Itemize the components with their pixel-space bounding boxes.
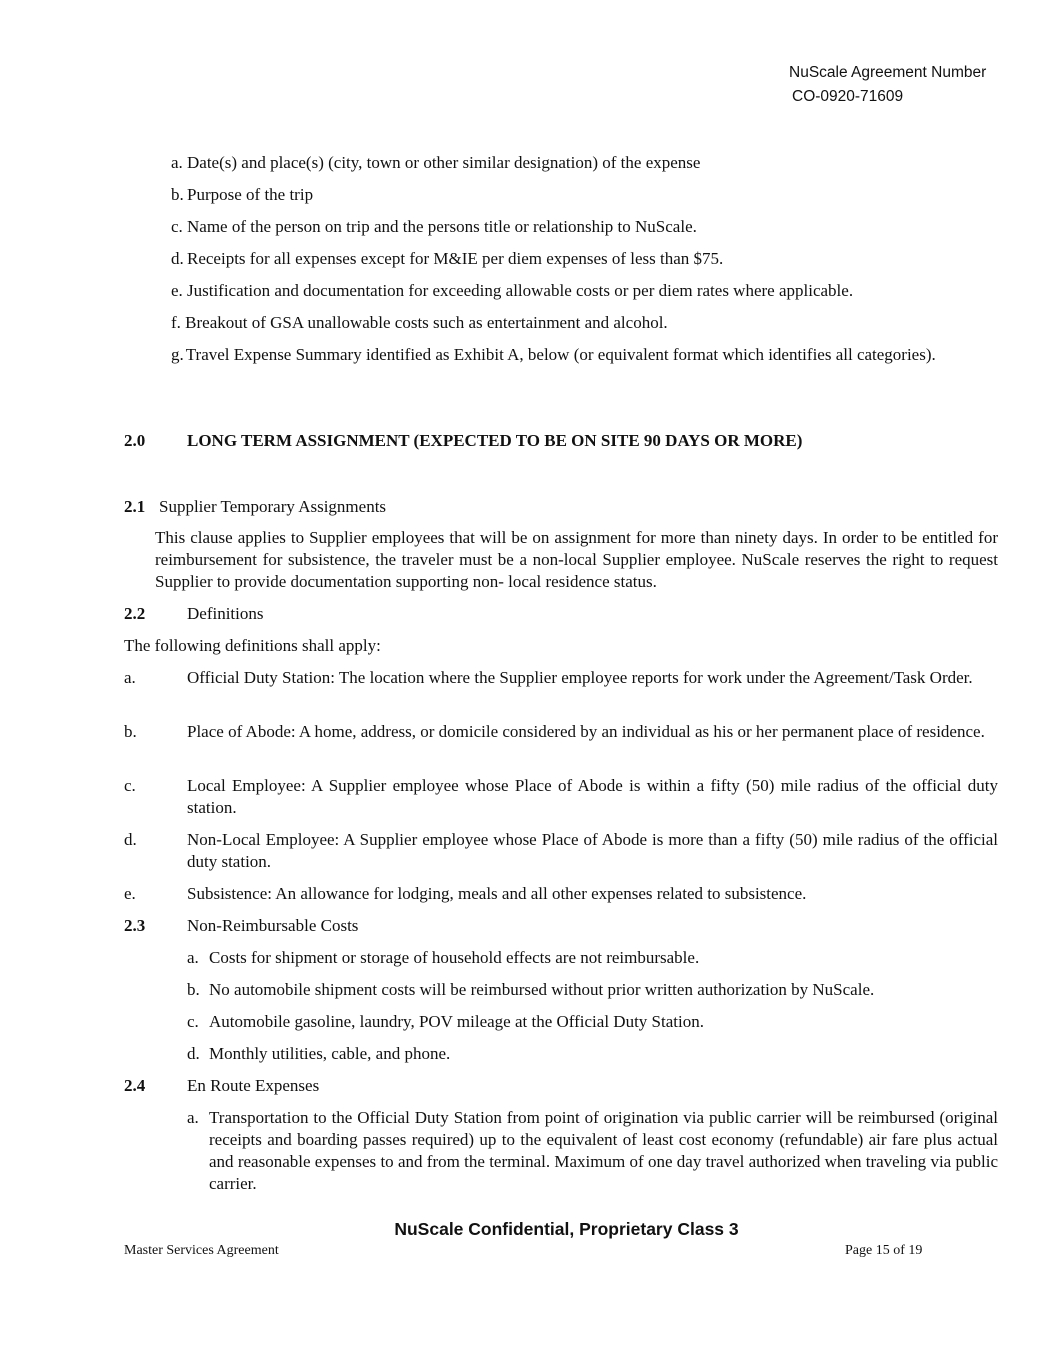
list-item [171, 280, 998, 302]
item-label: d. [124, 830, 137, 849]
list-item [171, 152, 998, 174]
item-text: Official Duty Station: The location where the Supplier employee reports for work under the Agreement/Task Order. [187, 668, 973, 687]
item-text: No automobile shipment costs will be reimbursed without prior written authorization by NuScale. [209, 980, 875, 999]
list-item [171, 184, 998, 206]
item-label: e. [124, 884, 136, 903]
item-label: e. [171, 281, 183, 300]
section-2-1-number: 2.1 [124, 497, 146, 516]
section-2-4-number: 2.4 [124, 1076, 146, 1095]
agreement-number-label: NuScale Agreement Number [789, 64, 987, 81]
section-2-2-number: 2.2 [124, 604, 146, 623]
item-text: Date(s) and place(s) (city, town or other similar designation) of the expense [187, 153, 701, 172]
item-label: d. [187, 1044, 200, 1063]
cost-item [187, 1011, 704, 1033]
list-item [171, 216, 998, 238]
agreement-number: CO-0920-71609 [792, 88, 904, 105]
section-2-3-number: 2.3 [124, 916, 146, 935]
definition-item [124, 883, 998, 905]
item-label: f. [171, 313, 181, 332]
item-text: Receipts for all expenses except for M&IE per diem expenses of less than $75. [187, 249, 724, 268]
item-label: b. [187, 980, 200, 999]
page-number: Page 15 of 19 [845, 1243, 923, 1258]
item-text: Subsistence: An allowance for lodging, meals and all other expenses related to subsistence. [187, 884, 807, 903]
item-label: b. [171, 185, 184, 204]
item-text: Automobile gasoline, laundry, POV mileage at the Official Duty Station. [209, 1012, 704, 1031]
item-label: a. [171, 153, 183, 172]
item-label: d. [171, 249, 184, 268]
section-2-1-body: This clause applies to Supplier employees that will be on assignment for more than ninety days. In order to be entitled for reimbursement for subsistence, the traveler must be a non-local Supplier employee. NuScale reserves the right to request Supplier to provide documentation supporting non- local residence status. [155, 528, 998, 591]
definition-item [124, 721, 998, 743]
definition-item [124, 667, 998, 689]
item-text: Travel Expense Summary identified as Exhibit A, below (or equivalent format which identifies all categories). [185, 345, 936, 364]
definitions-intro: The following definitions shall apply: [124, 636, 381, 655]
section-2-3-title: Non-Reimbursable Costs [187, 916, 359, 935]
definition-item [124, 829, 998, 873]
item-label: b. [124, 722, 137, 741]
section-2-0-number: 2.0 [124, 431, 146, 450]
item-text: Local Employee: A Supplier employee whose Place of Abode is within a fifty (50) mile radius of the official duty station. [187, 776, 998, 817]
item-label: c. [124, 776, 136, 795]
item-text: Purpose of the trip [187, 185, 314, 204]
list-item [171, 312, 998, 334]
footer-document-name: Master Services Agreement [124, 1243, 279, 1258]
item-label: a. [187, 1108, 199, 1127]
cost-item [187, 979, 875, 1001]
en-route-item [187, 1107, 998, 1195]
item-text: Name of the person on trip and the persons title or relationship to NuScale. [187, 217, 697, 236]
list-item [171, 344, 998, 366]
section-2-0-title: LONG TERM ASSIGNMENT (EXPECTED TO BE ON SITE 90 DAYS OR MORE) [187, 431, 803, 450]
section-2-4-title: En Route Expenses [187, 1076, 320, 1095]
item-text: Costs for shipment or storage of household effects are not reimbursable. [209, 948, 700, 967]
cost-item [187, 1043, 451, 1065]
definition-item [124, 775, 998, 819]
section-2-2-title: Definitions [187, 604, 264, 623]
item-text: Transportation to the Official Duty Station from point of origination via public carrier will be reimbursed (original receipts and boarding passes required) up to the equivalent of least cost economy (refundable) air fare plus actual and reasonable expenses to and from the terminal. Maximum of one day travel authorized when traveling via public carrier. [209, 1108, 998, 1193]
confidentiality-notice: NuScale Confidential, Proprietary Class 3 [394, 1219, 739, 1239]
cost-item [187, 947, 700, 969]
item-text: Place of Abode: A home, address, or domicile considered by an individual as his or her permanent place of residence. [187, 722, 985, 741]
item-label: a. [124, 668, 136, 687]
item-text: Breakout of GSA unallowable costs such as entertainment and alcohol. [185, 313, 668, 332]
item-text: Non-Local Employee: A Supplier employee whose Place of Abode is more than a fifty (50) mile radius of the official duty station. [187, 830, 998, 871]
list-item [171, 248, 998, 270]
item-label: a. [187, 948, 199, 967]
item-text: Justification and documentation for exceeding allowable costs or per diem rates where applicable. [187, 281, 854, 300]
item-label: g. [171, 345, 184, 364]
item-text: Monthly utilities, cable, and phone. [209, 1044, 451, 1063]
section-2-1-title: Supplier Temporary Assignments [159, 497, 387, 516]
item-label: c. [187, 1012, 199, 1031]
item-label: c. [171, 217, 183, 236]
